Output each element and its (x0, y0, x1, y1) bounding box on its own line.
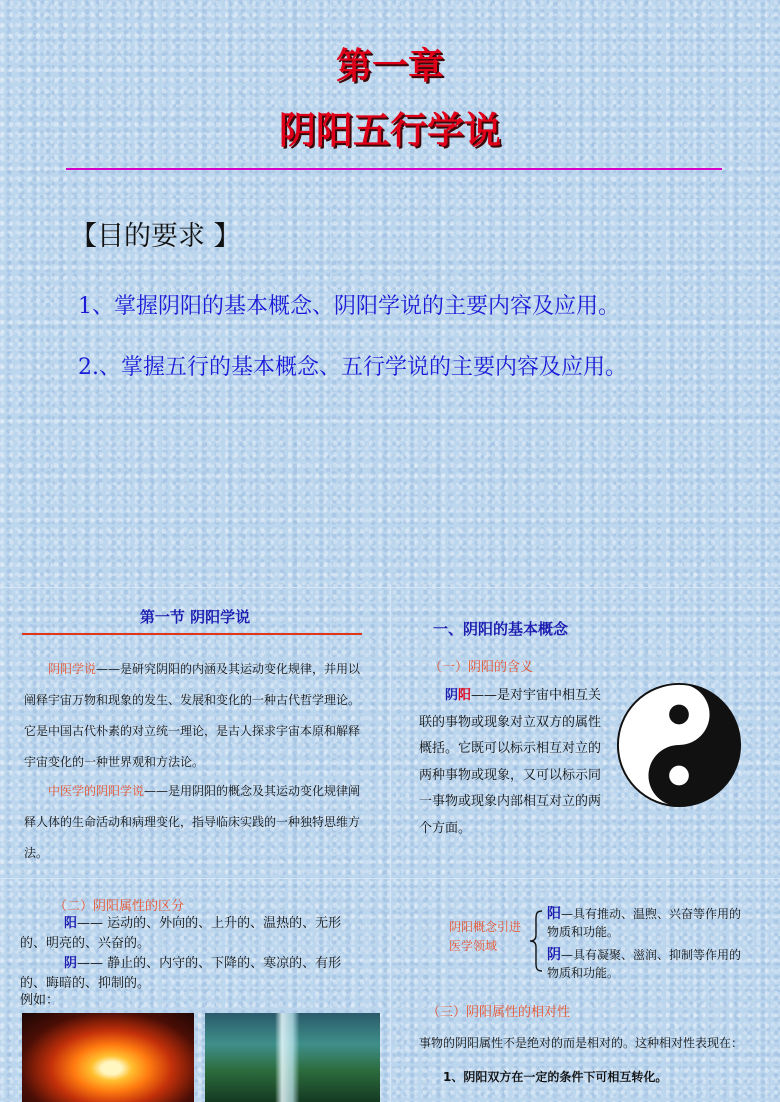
objective-item-1: 1、掌握阴阳的基本概念、阴阳学说的主要内容及应用。 (78, 294, 620, 319)
brace-icon (529, 910, 543, 972)
distinction-subtitle: （二）阴阳属性的区分 (54, 899, 185, 914)
objectives-heading: 【目的要求 】 (70, 221, 241, 252)
yang-label: 阳 (64, 916, 78, 931)
yang-char: 阳 (458, 688, 472, 703)
yin-char: 阴 (445, 688, 459, 703)
term-yinyang-theory: 阴阳学说 (48, 662, 97, 676)
yinyang-theory-paragraph: 阴阳学说——是研究阴阳的内涵及其运动变化规律，并用以阐释宇宙万物和现象的发生、发展和变化的一种古代哲学理论。它是中国古代朴素的对立统一理论，是古人探求宇宙本原和解释宇宙变化的一种世界观和方法论。 (24, 662, 361, 769)
section-title: 第一节 阴阳学说 (139, 608, 251, 626)
tcm-yinyang-paragraph: 中医学的阴阳学说——是用阴阳的概念及其运动变化规律阐释人体的生命活动和病理变化，指导临床实践的一种独特思维方法。 (24, 784, 361, 860)
yin-attributes: 阴—— 静止的、内守的、下降的、寒凉的、有形的、晦暗的、抑制的。 (20, 956, 342, 991)
relativity-subtitle: （三）阴阳属性的相对性 (427, 1005, 571, 1020)
yang-medical: 阳—具有推动、温煦、兴奋等作用的物质和功能。 (547, 906, 742, 939)
section-title-underline (22, 633, 362, 635)
term-tcm-yinyang: 中医学的阴阳学说 (48, 784, 145, 798)
yang-attributes: 阳—— 运动的、外向的、上升的、温热的、无形的、明亮的、兴奋的。 (20, 916, 342, 951)
yin-medical: 阴—具有凝聚、滋润、抑制等作用的物质和功能。 (547, 947, 742, 980)
slide-medical-application (391, 879, 780, 1102)
slide-attribute-distinction (0, 879, 390, 1102)
fire-image (22, 1013, 194, 1102)
yinyang-definition: 阴阳——是对宇宙中相互关联的事物或现象对立双方的属性概括。它既可以标示相互对立的两种事物或现象，又可以标示同一事物或现象内部相互对立的两个方面。 (419, 688, 602, 836)
slide-section-yinyang (0, 588, 390, 878)
slide-basic-concept (391, 588, 780, 878)
title-underline (66, 168, 722, 170)
yin-medical-label: 阴 (547, 947, 561, 963)
relativity-description: 事物的阴阳属性不是绝对的而是相对的。这种相对性表现在： (419, 1036, 744, 1050)
yang-medical-label: 阳 (547, 906, 561, 922)
yin-label: 阴 (64, 956, 78, 971)
yin-yang-icon (614, 680, 744, 810)
chapter-label: 第一章 (335, 46, 444, 87)
concept-into-medicine: 阴阳概念引进医学领域 (449, 920, 522, 953)
objective-item-2: 2.、掌握五行的基本概念、五行学说的主要内容及应用。 (78, 355, 627, 380)
waterfall-image (205, 1013, 380, 1102)
concept-title: 一、阴阳的基本概念 (433, 620, 569, 638)
example-label: 例如： (20, 993, 60, 1008)
chapter-title: 阴阳五行学说 (279, 109, 501, 152)
meaning-subtitle: （一）阴阳的含义 (429, 660, 534, 675)
relativity-point-1: 1、阴阳双方在一定的条件下可相互转化。 (443, 1070, 668, 1084)
